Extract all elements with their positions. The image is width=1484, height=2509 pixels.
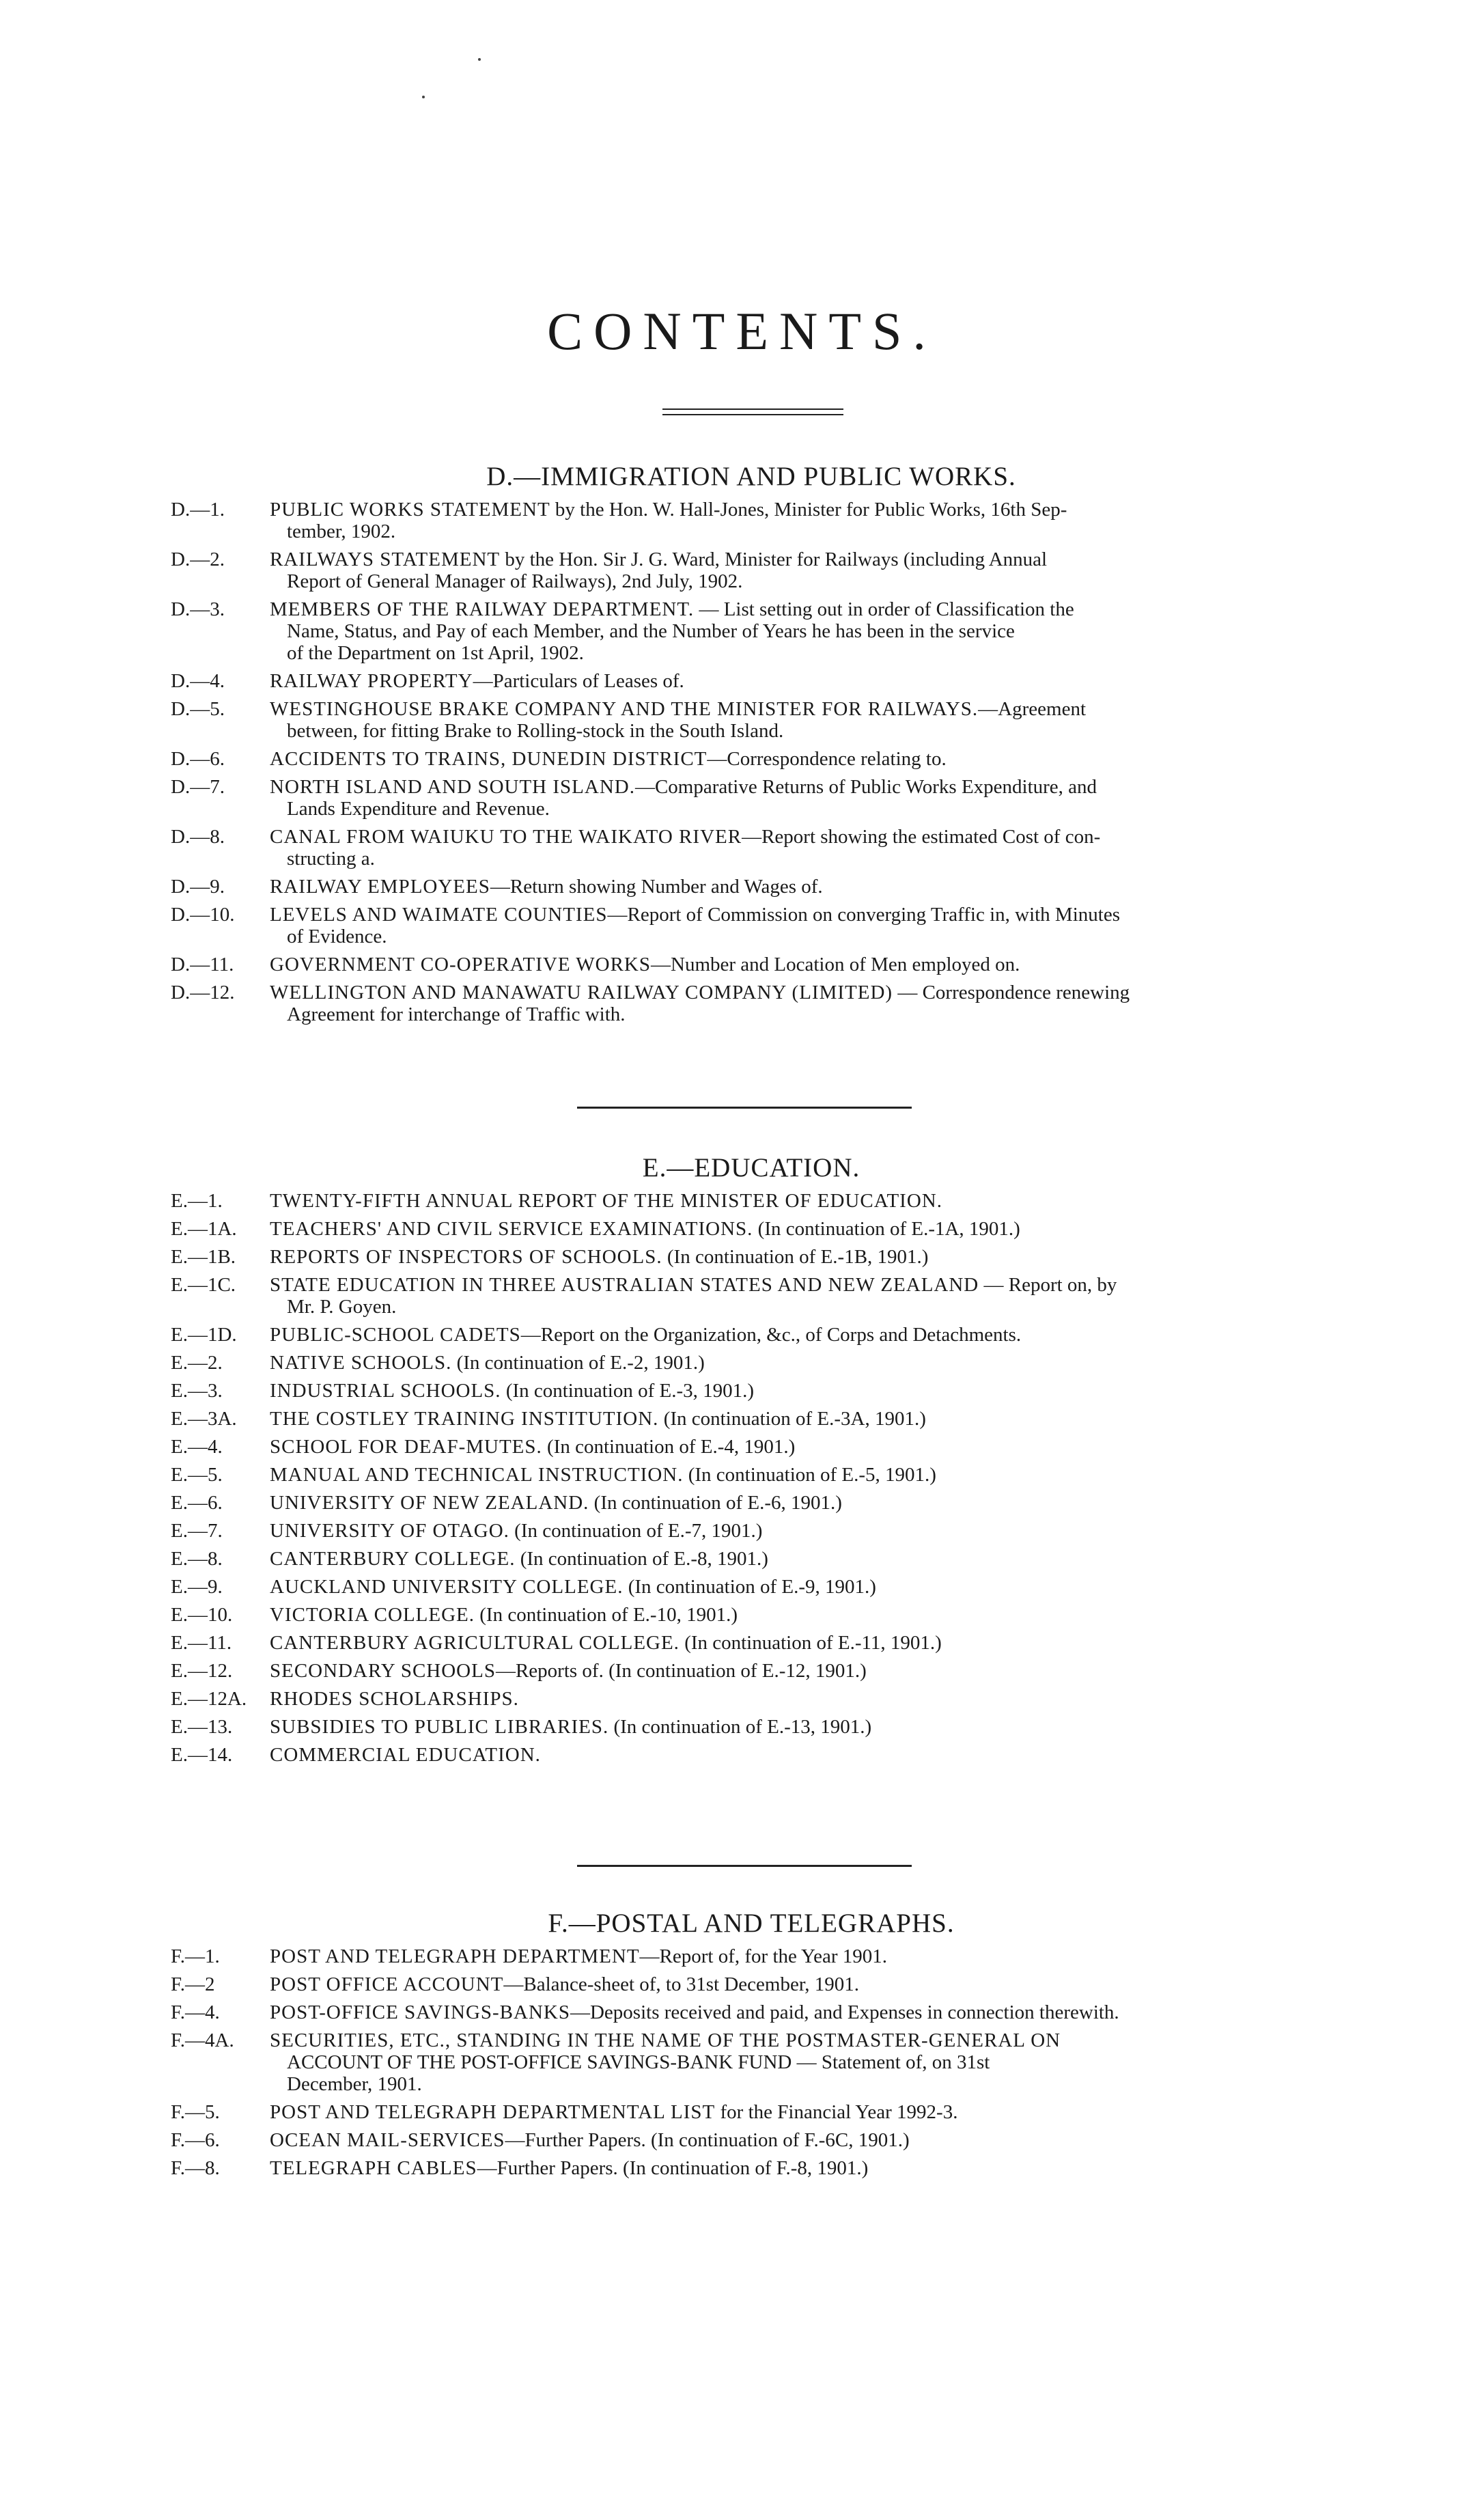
contents-entry bbox=[171, 2101, 1332, 2123]
entry-first-line bbox=[270, 876, 1332, 898]
section-divider bbox=[577, 1107, 912, 1109]
entry-continuation: Name, Status, and Pay of each Member, and the Number of Years he has been in the service bbox=[287, 620, 1015, 642]
entry-number: E.—7. bbox=[171, 1520, 223, 1542]
entry-body bbox=[270, 698, 1332, 742]
entry-description: —Agreement bbox=[978, 698, 1087, 720]
contents-entry bbox=[171, 670, 1332, 692]
entry-title: UNIVERSITY OF NEW ZEALAND. bbox=[270, 1492, 589, 1514]
contents-entry bbox=[171, 2029, 1332, 2095]
entry-first-line bbox=[270, 1246, 1332, 1268]
section-postal-telegraphs bbox=[171, 1906, 1332, 2185]
entry-first-line bbox=[270, 1576, 1332, 1598]
entry-description: —Return showing Number and Wages of. bbox=[490, 876, 823, 898]
entry-number: D.—9. bbox=[171, 876, 225, 898]
entry-first-line bbox=[270, 1492, 1332, 1514]
entry-body bbox=[270, 1464, 1332, 1486]
contents-entry bbox=[171, 1716, 1332, 1738]
entry-body bbox=[270, 2129, 1332, 2151]
contents-entry bbox=[171, 1464, 1332, 1486]
entry-description: by the Hon. W. Hall-Jones, Minister for Public Works, 16th Sep- bbox=[550, 499, 1067, 521]
entry-title: AUCKLAND UNIVERSITY COLLEGE. bbox=[270, 1576, 624, 1598]
entry-first-line bbox=[270, 1190, 1332, 1212]
entry-description: (In continuation of E.-7, 1901.) bbox=[509, 1520, 763, 1542]
entry-body bbox=[270, 1436, 1332, 1458]
contents-entry bbox=[171, 982, 1332, 1025]
entry-body bbox=[270, 826, 1332, 870]
entry-number: E.—5. bbox=[171, 1464, 223, 1486]
contents-entry bbox=[171, 1408, 1332, 1430]
entry-title: STATE EDUCATION IN THREE AUSTRALIAN STATES AND NEW ZEALAND bbox=[270, 1274, 979, 1296]
entry-body bbox=[270, 1744, 1332, 1766]
entry-first-line bbox=[270, 1520, 1332, 1542]
entry-continuation: Mr. P. Goyen. bbox=[287, 1296, 397, 1318]
entry-title: THE COSTLEY TRAINING INSTITUTION. bbox=[270, 1408, 659, 1430]
contents-entry bbox=[171, 1548, 1332, 1570]
entry-description: —Balance-sheet of, to 31st December, 1901. bbox=[503, 1973, 860, 1995]
entry-continuation: ACCOUNT OF THE POST-OFFICE SAVINGS-BANK FUND — Statement of, on 31st bbox=[287, 2051, 990, 2073]
entry-description: for the Financial Year 1992-3. bbox=[715, 2101, 958, 2123]
entry-first-line bbox=[270, 1688, 1332, 1710]
contents-entry bbox=[171, 1436, 1332, 1458]
entry-continuation: structing a. bbox=[287, 848, 375, 870]
entry-first-line bbox=[270, 1324, 1332, 1346]
contents-entry bbox=[171, 1352, 1332, 1374]
entry-body bbox=[270, 1973, 1332, 1995]
entry-number: E.—8. bbox=[171, 1548, 223, 1570]
contents-entry bbox=[171, 1190, 1332, 1212]
entry-first-line bbox=[270, 2157, 1332, 2179]
entry-description: —Report of Commission on converging Traffic in, with Minutes bbox=[607, 904, 1120, 926]
entry-number: E.—1C. bbox=[171, 1274, 236, 1296]
entry-body bbox=[270, 2001, 1332, 2023]
page-speck bbox=[478, 58, 481, 61]
entry-continuation: Lands Expenditure and Revenue. bbox=[287, 798, 550, 820]
contents-entry bbox=[171, 1576, 1332, 1598]
entry-continuation: Report of General Manager of Railways), 2nd July, 1902. bbox=[287, 570, 743, 592]
entry-number: E.—11. bbox=[171, 1632, 232, 1654]
entry-description: —Report of, for the Year 1901. bbox=[639, 1945, 887, 1967]
entry-title: RHODES SCHOLARSHIPS. bbox=[270, 1688, 519, 1710]
entry-number: D.—1. bbox=[171, 499, 225, 521]
entry-description: —Reports of. (In continuation of E.-12, 1901.) bbox=[495, 1660, 867, 1682]
entry-body bbox=[270, 776, 1332, 820]
entry-body bbox=[270, 1274, 1332, 1318]
entry-first-line bbox=[270, 748, 1332, 770]
entry-first-line bbox=[270, 598, 1332, 620]
section-heading: E.—EDUCATION. bbox=[642, 1153, 860, 1182]
entry-body bbox=[270, 904, 1332, 947]
contents-entry bbox=[171, 2157, 1332, 2179]
entry-body bbox=[270, 1408, 1332, 1430]
entry-title: UNIVERSITY OF OTAGO. bbox=[270, 1520, 509, 1542]
entry-number: F.—4. bbox=[171, 2001, 220, 2023]
entry-title: MANUAL AND TECHNICAL INSTRUCTION. bbox=[270, 1464, 684, 1486]
entry-first-line bbox=[270, 1464, 1332, 1486]
entry-first-line bbox=[270, 1352, 1332, 1374]
entry-number: F.—5. bbox=[171, 2101, 220, 2123]
entry-number: E.—10. bbox=[171, 1604, 233, 1626]
entry-first-line bbox=[270, 1660, 1332, 1682]
entry-description: — Correspondence renewing bbox=[893, 982, 1130, 1003]
entry-title: POST-OFFICE SAVINGS-BANKS bbox=[270, 2001, 570, 2023]
entry-body bbox=[270, 499, 1332, 542]
entry-body bbox=[270, 1520, 1332, 1542]
entry-first-line bbox=[270, 1973, 1332, 1995]
entry-title: NORTH ISLAND AND SOUTH ISLAND. bbox=[270, 776, 635, 798]
entry-number: E.—4. bbox=[171, 1436, 223, 1458]
contents-entry bbox=[171, 1520, 1332, 1542]
entry-description: —Further Papers. (In continuation of F.-8, 1901.) bbox=[477, 2157, 869, 2179]
entry-title: SECURITIES, ETC., STANDING IN THE NAME OF THE POSTMASTER-GENERAL ON bbox=[270, 2029, 1061, 2051]
section-divider bbox=[577, 1865, 912, 1867]
entry-number: D.—4. bbox=[171, 670, 225, 692]
entry-first-line bbox=[270, 2129, 1332, 2151]
section-heading: D.—IMMIGRATION AND PUBLIC WORKS. bbox=[486, 462, 1016, 491]
contents-entry bbox=[171, 876, 1332, 898]
contents-entry bbox=[171, 1632, 1332, 1654]
contents-entry bbox=[171, 1604, 1332, 1626]
title-rule bbox=[662, 414, 843, 415]
entry-title: POST AND TELEGRAPH DEPARTMENTAL LIST bbox=[270, 2101, 716, 2123]
contents-entry bbox=[171, 1218, 1332, 1240]
entry-description: — Report on, by bbox=[979, 1274, 1117, 1296]
entry-description: (In continuation of E.-13, 1901.) bbox=[608, 1716, 872, 1738]
entry-number: E.—2. bbox=[171, 1352, 223, 1374]
entry-number: F.—2 bbox=[171, 1973, 215, 1995]
entry-title: CANAL FROM WAIUKU TO THE WAIKATO RIVER bbox=[270, 826, 742, 848]
entry-title: ACCIDENTS TO TRAINS, DUNEDIN DISTRICT bbox=[270, 748, 708, 770]
entry-first-line bbox=[270, 1744, 1332, 1766]
entry-number: D.—12. bbox=[171, 982, 235, 1003]
entry-body bbox=[270, 982, 1332, 1025]
entry-description: (In continuation of E.-1B, 1901.) bbox=[662, 1246, 929, 1268]
entry-first-line bbox=[270, 1945, 1332, 1967]
entry-title: COMMERCIAL EDUCATION. bbox=[270, 1744, 541, 1766]
entry-body bbox=[270, 1716, 1332, 1738]
entry-first-line bbox=[270, 1716, 1332, 1738]
entry-number: D.—3. bbox=[171, 598, 225, 620]
entry-first-line bbox=[270, 904, 1332, 926]
entry-body bbox=[270, 2157, 1332, 2179]
entry-body bbox=[270, 1324, 1332, 1346]
entry-number: E.—12. bbox=[171, 1660, 233, 1682]
entry-number: D.—2. bbox=[171, 549, 225, 570]
entry-description: by the Hon. Sir J. G. Ward, Minister for Railways (including Annual bbox=[500, 549, 1048, 570]
contents-entry bbox=[171, 904, 1332, 947]
entry-body bbox=[270, 549, 1332, 592]
entry-first-line bbox=[270, 1632, 1332, 1654]
entry-description: — List setting out in order of Classification the bbox=[694, 598, 1074, 620]
entry-description: (In continuation of E.-5, 1901.) bbox=[683, 1464, 936, 1486]
entry-number: F.—1. bbox=[171, 1945, 220, 1967]
entry-first-line bbox=[270, 776, 1332, 798]
entry-continuation: of the Department on 1st April, 1902. bbox=[287, 642, 584, 664]
entry-continuation: of Evidence. bbox=[287, 926, 387, 947]
entry-body bbox=[270, 1632, 1332, 1654]
entry-body bbox=[270, 1380, 1332, 1402]
entry-description: (In continuation of E.-9, 1901.) bbox=[623, 1576, 876, 1598]
contents-entry bbox=[171, 1973, 1332, 1995]
entry-title: GOVERNMENT CO-OPERATIVE WORKS bbox=[270, 954, 651, 975]
entry-first-line bbox=[270, 2001, 1332, 2023]
entry-first-line bbox=[270, 549, 1332, 570]
entry-description: —Report on the Organization, &c., of Corps and Detachments. bbox=[520, 1324, 1022, 1346]
entry-body bbox=[270, 2101, 1332, 2123]
entry-first-line bbox=[270, 826, 1332, 848]
contents-entry bbox=[171, 954, 1332, 975]
contents-entry bbox=[171, 1492, 1332, 1514]
contents-entry bbox=[171, 1246, 1332, 1268]
entry-description: —Correspondence relating to. bbox=[707, 748, 947, 770]
entry-number: F.—6. bbox=[171, 2129, 220, 2151]
entry-number: E.—9. bbox=[171, 1576, 223, 1598]
entry-title: VICTORIA COLLEGE. bbox=[270, 1604, 475, 1626]
entry-description: —Deposits received and paid, and Expenses in connection therewith. bbox=[570, 2001, 1119, 2023]
contents-entry bbox=[171, 1688, 1332, 1710]
page-speck bbox=[422, 96, 425, 98]
entry-first-line bbox=[270, 1548, 1332, 1570]
entry-title: SECONDARY SCHOOLS bbox=[270, 1660, 496, 1682]
entry-body bbox=[270, 1190, 1332, 1212]
entry-body bbox=[270, 1492, 1332, 1514]
page-title: CONTENTS. bbox=[547, 301, 937, 361]
entry-body bbox=[270, 670, 1332, 692]
entry-title: NATIVE SCHOOLS. bbox=[270, 1352, 452, 1374]
entry-title: INDUSTRIAL SCHOOLS. bbox=[270, 1380, 501, 1402]
entry-number: D.—11. bbox=[171, 954, 234, 975]
entry-first-line bbox=[270, 1436, 1332, 1458]
entry-body bbox=[270, 598, 1332, 664]
entry-first-line bbox=[270, 2029, 1332, 2051]
entry-number: E.—13. bbox=[171, 1716, 233, 1738]
entry-continuation: December, 1901. bbox=[287, 2073, 422, 2095]
contents-entry bbox=[171, 2129, 1332, 2151]
entry-title: SUBSIDIES TO PUBLIC LIBRARIES. bbox=[270, 1716, 609, 1738]
entry-body bbox=[270, 1604, 1332, 1626]
entry-continuation: Agreement for interchange of Traffic with. bbox=[287, 1003, 626, 1025]
entry-number: F.—8. bbox=[171, 2157, 220, 2179]
contents-entry bbox=[171, 698, 1332, 742]
entry-title: TELEGRAPH CABLES bbox=[270, 2157, 477, 2179]
entry-first-line bbox=[270, 1218, 1332, 1240]
entry-number: E.—3A. bbox=[171, 1408, 237, 1430]
entry-title: OCEAN MAIL-SERVICES bbox=[270, 2129, 505, 2151]
entry-description: (In continuation of E.-1A, 1901.) bbox=[753, 1218, 1020, 1240]
entry-continuation: tember, 1902. bbox=[287, 521, 396, 542]
entry-title: WESTINGHOUSE BRAKE COMPANY AND THE MINISTER FOR RAILWAYS. bbox=[270, 698, 979, 720]
entry-number: D.—5. bbox=[171, 698, 225, 720]
entry-title: RAILWAY EMPLOYEES bbox=[270, 876, 490, 898]
entry-body bbox=[270, 1246, 1332, 1268]
entry-description: —Particulars of Leases of. bbox=[473, 670, 684, 692]
entry-title: RAILWAYS STATEMENT bbox=[270, 549, 501, 570]
entry-number: E.—1B. bbox=[171, 1246, 236, 1268]
entry-body bbox=[270, 1548, 1332, 1570]
entry-description: (In continuation of E.-2, 1901.) bbox=[451, 1352, 705, 1374]
entry-description: —Further Papers. (In continuation of F.-6C, 1901.) bbox=[505, 2129, 910, 2151]
entry-description: (In continuation of E.-3, 1901.) bbox=[501, 1380, 755, 1402]
entry-number: D.—8. bbox=[171, 826, 225, 848]
entry-description: (In continuation of E.-11, 1901.) bbox=[679, 1632, 942, 1654]
entry-number: D.—10. bbox=[171, 904, 235, 926]
contents-entry bbox=[171, 826, 1332, 870]
entry-title: WELLINGTON AND MANAWATU RAILWAY COMPANY (LIMITED) bbox=[270, 982, 893, 1003]
entry-first-line bbox=[270, 1604, 1332, 1626]
entry-title: CANTERBURY AGRICULTURAL COLLEGE. bbox=[270, 1632, 680, 1654]
entry-description: —Comparative Returns of Public Works Expenditure, and bbox=[634, 776, 1097, 798]
entry-first-line bbox=[270, 1408, 1332, 1430]
entry-first-line bbox=[270, 982, 1332, 1003]
contents-entry bbox=[171, 1945, 1332, 1967]
entry-title: POST AND TELEGRAPH DEPARTMENT bbox=[270, 1945, 640, 1967]
entry-first-line bbox=[270, 954, 1332, 975]
entry-first-line bbox=[270, 670, 1332, 692]
contents-entry bbox=[171, 549, 1332, 592]
entry-number: E.—1. bbox=[171, 1190, 223, 1212]
contents-entry bbox=[171, 499, 1332, 542]
entry-title: REPORTS OF INSPECTORS OF SCHOOLS. bbox=[270, 1246, 662, 1268]
entry-first-line bbox=[270, 1380, 1332, 1402]
entry-title: CANTERBURY COLLEGE. bbox=[270, 1548, 516, 1570]
entry-body bbox=[270, 1945, 1332, 1967]
entry-number: D.—6. bbox=[171, 748, 225, 770]
contents-entry bbox=[171, 598, 1332, 664]
contents-entry bbox=[171, 1660, 1332, 1682]
title-rule bbox=[662, 408, 843, 410]
entry-description: (In continuation of E.-6, 1901.) bbox=[589, 1492, 842, 1514]
entry-body bbox=[270, 1218, 1332, 1240]
entry-body bbox=[270, 1688, 1332, 1710]
section-heading: F.—POSTAL AND TELEGRAPHS. bbox=[548, 1909, 955, 1938]
entry-title: TEACHERS' AND CIVIL SERVICE EXAMINATIONS. bbox=[270, 1218, 753, 1240]
entry-body bbox=[270, 1576, 1332, 1598]
entry-number: E.—3. bbox=[171, 1380, 223, 1402]
entry-body bbox=[270, 1660, 1332, 1682]
entry-title: LEVELS AND WAIMATE COUNTIES bbox=[270, 904, 608, 926]
entry-body bbox=[270, 876, 1332, 898]
entry-number: E.—12A. bbox=[171, 1688, 247, 1710]
entry-title: PUBLIC-SCHOOL CADETS bbox=[270, 1324, 521, 1346]
contents-entry bbox=[171, 776, 1332, 820]
contents-entry bbox=[171, 2001, 1332, 2023]
entry-number: E.—14. bbox=[171, 1744, 233, 1766]
section-immigration-public-works bbox=[171, 459, 1332, 1031]
entry-number: E.—6. bbox=[171, 1492, 223, 1514]
entry-description: —Number and Location of Men employed on. bbox=[651, 954, 1020, 975]
contents-entry bbox=[171, 1744, 1332, 1766]
entry-body bbox=[270, 2029, 1332, 2095]
entry-number: F.—4A. bbox=[171, 2029, 234, 2051]
entry-body bbox=[270, 1352, 1332, 1374]
entry-title: RAILWAY PROPERTY bbox=[270, 670, 473, 692]
entry-title: PUBLIC WORKS STATEMENT bbox=[270, 499, 550, 521]
entry-title: MEMBERS OF THE RAILWAY DEPARTMENT. bbox=[270, 598, 695, 620]
entry-description: (In continuation of E.-3A, 1901.) bbox=[658, 1408, 926, 1430]
contents-entry bbox=[171, 1274, 1332, 1318]
section-education bbox=[171, 1150, 1332, 1772]
entry-number: D.—7. bbox=[171, 776, 225, 798]
entry-title: SCHOOL FOR DEAF-MUTES. bbox=[270, 1436, 542, 1458]
entry-title: POST OFFICE ACCOUNT bbox=[270, 1973, 504, 1995]
entry-first-line bbox=[270, 1274, 1332, 1296]
contents-entry bbox=[171, 1324, 1332, 1346]
entry-first-line bbox=[270, 499, 1332, 521]
entry-body bbox=[270, 954, 1332, 975]
entry-first-line bbox=[270, 2101, 1332, 2123]
entry-description: (In continuation of E.-10, 1901.) bbox=[475, 1604, 738, 1626]
entry-continuation: between, for fitting Brake to Rolling-stock in the South Island. bbox=[287, 720, 784, 742]
contents-entry bbox=[171, 1380, 1332, 1402]
entry-description: (In continuation of E.-8, 1901.) bbox=[515, 1548, 768, 1570]
entry-number: E.—1A. bbox=[171, 1218, 237, 1240]
entry-description: (In continuation of E.-4, 1901.) bbox=[542, 1436, 796, 1458]
contents-entry bbox=[171, 748, 1332, 770]
entry-title: TWENTY-FIFTH ANNUAL REPORT OF THE MINISTER OF EDUCATION. bbox=[270, 1190, 942, 1212]
entry-body bbox=[270, 748, 1332, 770]
entry-first-line bbox=[270, 698, 1332, 720]
entry-number: E.—1D. bbox=[171, 1324, 237, 1346]
entry-description: —Report showing the estimated Cost of con- bbox=[742, 826, 1101, 848]
